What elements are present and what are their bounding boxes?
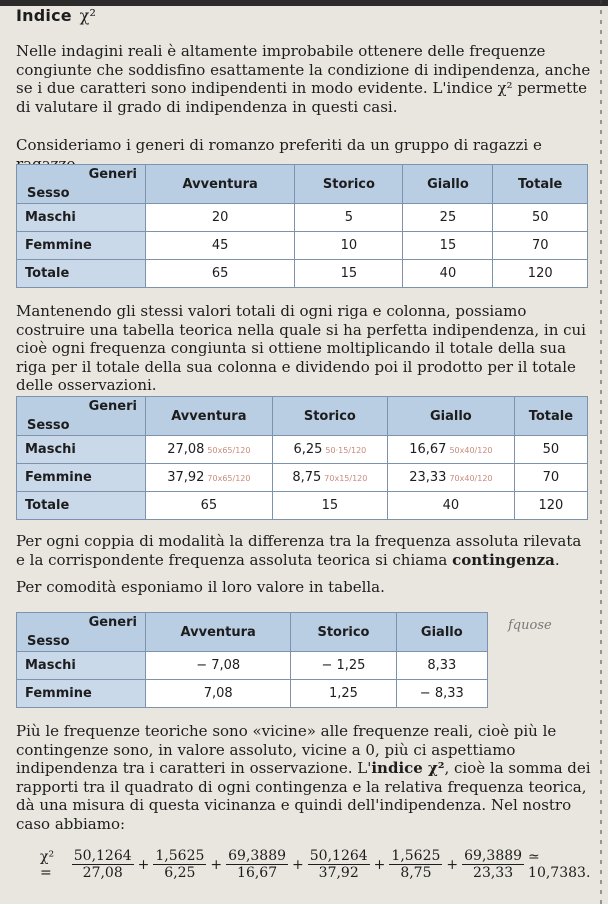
contingency-table [16, 612, 488, 708]
chi-square-formula [40, 848, 600, 881]
handwritten-margin-note: fquose [508, 618, 552, 633]
cell-value: 23,33 [409, 470, 447, 485]
consider-paragraph: Consideriamo i generi di romanzo preferiti da un gruppo di ragazzi e [16, 136, 542, 154]
table-cell: 5 [295, 204, 403, 232]
plus-sign: + [292, 856, 304, 873]
corner-bottom-label: Sesso [27, 418, 70, 433]
table-cell: 70 [514, 464, 587, 492]
formula-result: ≃ 10,7383. [528, 848, 591, 881]
closing-text-a: Più le frequenze teoriche sono «vicine» alle frequenze reali, cioè più le contingenze sono, in valore assoluto, vicine a 0, più ci aspettiamo indipendenza tra i caratteri in osservazione. L' [16, 722, 557, 777]
table-cell [272, 464, 387, 492]
term-numerator: 1,5625 [391, 848, 441, 864]
table-cell: 50 [493, 204, 588, 232]
comodita-paragraph: Per comodità esponiamo il loro valore in tabella. [16, 578, 385, 596]
table-cell [272, 436, 387, 464]
table-cell: − 1,25 [291, 652, 396, 680]
cell-value: 16,67 [409, 442, 447, 457]
heading-label: Indice [16, 6, 72, 25]
row-header: Femmine [17, 232, 146, 260]
table-cell: 70 [493, 232, 588, 260]
row-header: Totale [17, 260, 146, 288]
term-denominator: 23,33 [473, 865, 514, 881]
plus-sign: + [210, 856, 223, 873]
column-header: Totale [514, 397, 587, 436]
table-cell: 40 [388, 492, 515, 520]
plus-sign: + [137, 856, 150, 873]
table-cell: 65 [146, 492, 273, 520]
table-cell: 120 [514, 492, 587, 520]
closing-text-b: , cioè la somma dei rapporti tra il quadrato di ogni contingenza e la relativa frequenza teorica, dà una misura di questa vicinanza e quindi dell'indipendenza. Nel nostro caso abbiamo: [16, 759, 591, 833]
table-cell: 15 [295, 260, 403, 288]
column-header: Storico [291, 613, 396, 652]
column-header: Giallo [403, 165, 493, 204]
page-edge-rule [600, 0, 602, 904]
cell-value: 37,92 [167, 470, 205, 485]
table-cell: 1,25 [291, 680, 396, 708]
table-cell: 7,08 [146, 680, 291, 708]
term-numerator: 1,5625 [155, 848, 205, 864]
table-cell: − 8,33 [396, 680, 487, 708]
corner-top-label: Generi [88, 399, 137, 414]
table-cell: 10 [295, 232, 403, 260]
cell-value: 8,75 [292, 470, 322, 485]
row-header: Totale [17, 492, 146, 520]
pencil-note: 50x65/120 [207, 446, 251, 455]
pencil-note: 70x40/120 [449, 474, 493, 483]
row-header: Maschi [17, 652, 146, 680]
column-header: Avventura [146, 165, 295, 204]
observed-frequency-table [16, 164, 588, 288]
row-header: Femmine [17, 464, 146, 492]
table-row [17, 492, 588, 520]
formula-lhs: χ² = [40, 848, 55, 881]
table-cell [146, 464, 273, 492]
row-header: Maschi [17, 204, 146, 232]
formula-term [72, 848, 134, 881]
formula-term [389, 848, 442, 881]
formula-term [308, 848, 370, 881]
pencil-note: 70x15/120 [324, 474, 368, 483]
column-header: Totale [493, 165, 588, 204]
corner-bottom-label: Sesso [27, 634, 70, 649]
closing-term: indice χ² [371, 759, 445, 777]
table-row [17, 680, 488, 708]
table-row [17, 204, 588, 232]
table-corner [17, 397, 146, 436]
contingency-paragraph: Per ogni coppia di modalità la differenza tra la frequenza assoluta rilevata e la corrispondente frequenza assoluta teorica si chiama contingenza. [16, 532, 582, 569]
table-cell: 8,33 [396, 652, 487, 680]
table-cell [146, 436, 273, 464]
section-heading [16, 6, 96, 25]
table-cell: 45 [146, 232, 295, 260]
table-cell: 15 [403, 232, 493, 260]
term-denominator: 37,92 [318, 865, 359, 881]
heading-symbol: χ² [79, 6, 97, 25]
table-cell: 120 [493, 260, 588, 288]
term-numerator: 50,1264 [73, 848, 132, 864]
table-cell: 15 [272, 492, 387, 520]
column-header: Avventura [146, 397, 273, 436]
formula-term [462, 848, 524, 881]
table-row [17, 232, 588, 260]
table-row [17, 260, 588, 288]
table-cell [388, 464, 515, 492]
column-header: Giallo [388, 397, 515, 436]
contingency-text: Per ogni coppia di modalità la differenza tra la frequenza assoluta rilevata e la corrispondente frequenza assoluta teorica si chiama [16, 532, 582, 569]
table-cell: − 7,08 [146, 652, 291, 680]
column-header: Storico [272, 397, 387, 436]
pencil-note: 50x40/120 [449, 446, 493, 455]
table-cell: 25 [403, 204, 493, 232]
term-denominator: 27,08 [82, 865, 123, 881]
cell-value: 6,25 [293, 442, 323, 457]
column-header: Avventura [146, 613, 291, 652]
table-corner [17, 165, 146, 204]
term-numerator: 69,3889 [464, 848, 523, 864]
pencil-note: 70x65/120 [207, 474, 251, 483]
corner-bottom-label: Sesso [27, 186, 70, 201]
table-corner [17, 613, 146, 652]
contingency-term: contingenza [452, 550, 555, 569]
table-row [17, 436, 588, 464]
middle-paragraph: Mantenendo gli stessi valori totali di ogni riga e colonna, possiamo costruire una tabella teorica nella quale si ha perfetta indipendenza, in cui cioè ogni frequenza congiunta si ottiene moltiplicando il totale della sua riga per il totale della sua colonna e dividendo poi il prodotto per il totale delle osservazioni. [16, 302, 586, 394]
row-header: Maschi [17, 436, 146, 464]
column-header: Giallo [396, 613, 487, 652]
table-row [17, 464, 588, 492]
table-cell: 50 [514, 436, 587, 464]
table-cell: 40 [403, 260, 493, 288]
corner-top-label: Generi [88, 615, 137, 630]
formula-term [153, 848, 206, 881]
plus-sign: + [446, 856, 459, 873]
plus-sign: + [373, 856, 386, 873]
closing-paragraph [16, 722, 592, 833]
theoretical-frequency-table [16, 396, 588, 520]
formula-term [226, 848, 288, 881]
pencil-note: 50·15/120 [325, 446, 367, 455]
table-cell: 65 [146, 260, 295, 288]
term-numerator: 69,3889 [228, 848, 287, 864]
table-cell: 20 [146, 204, 295, 232]
table-cell [388, 436, 515, 464]
corner-top-label: Generi [88, 167, 137, 182]
cell-value: 27,08 [167, 442, 205, 457]
term-denominator: 6,25 [164, 865, 196, 881]
table-row [17, 652, 488, 680]
column-header: Storico [295, 165, 403, 204]
intro-paragraph: Nelle indagini reali è altamente improbabile ottenere delle frequenze congiunte che soddisfino esattamente la condizione di indipendenza, anche se i due caratteri sono indipendenti in modo evidente. L'indice χ² permette di valutare il grado di indipendenza in questi casi. [16, 42, 591, 116]
row-header: Femmine [17, 680, 146, 708]
term-denominator: 16,67 [237, 865, 278, 881]
term-denominator: 8,75 [400, 865, 432, 881]
term-numerator: 50,1264 [309, 848, 368, 864]
